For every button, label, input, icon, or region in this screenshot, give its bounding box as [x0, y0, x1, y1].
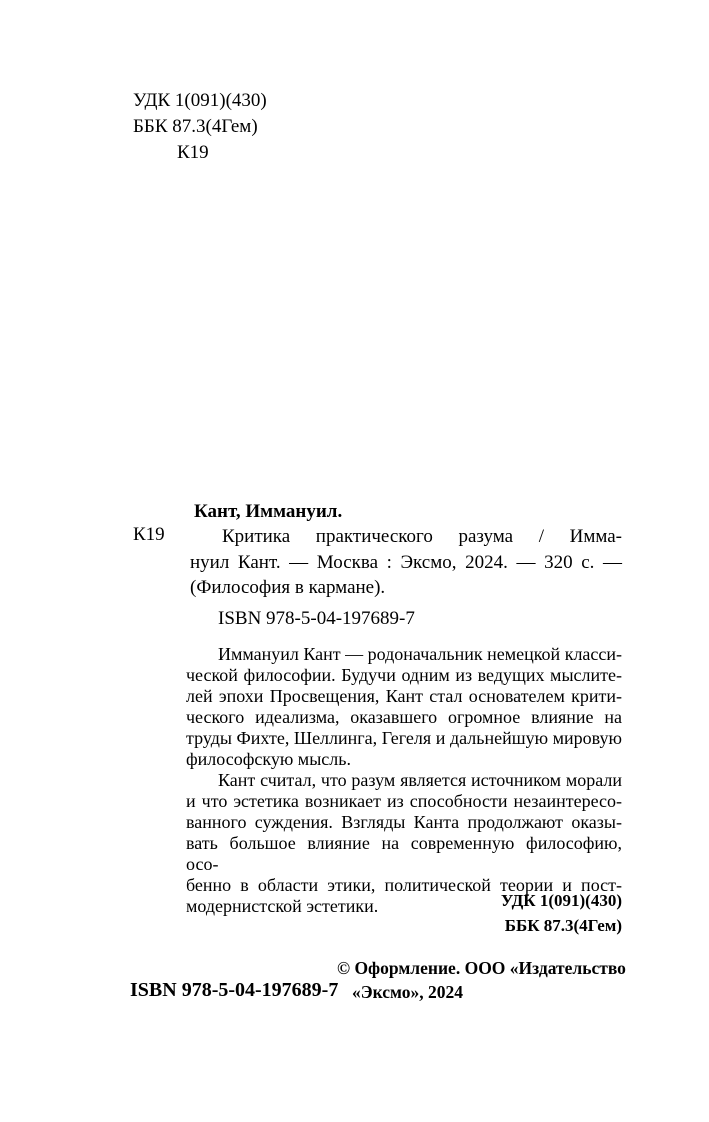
bibliographic-entry: [190, 499, 622, 600]
top-classification-block: [133, 88, 267, 166]
bib-line: (Философия в кармане).: [190, 576, 386, 598]
annotation-line: Иммануил Кант — родоначальник немецкой класси-: [218, 644, 623, 664]
annotation-line: бенно в области этики, политической теории и пост-: [186, 875, 622, 895]
annotation-line: ческого идеализма, оказавшего огромное влияние на: [186, 707, 622, 727]
udk-code-top: УДК 1(091)(430): [133, 90, 267, 111]
annotation-line: вать большое влияние на современную философию, осо-: [186, 833, 622, 874]
annotation-line: и что эстетика возникает из способности незаинтересо-: [186, 791, 622, 811]
copyright-line-2: «Эксмо», 2024: [352, 982, 463, 1002]
bib-line: нуил Кант. — Москва : Эксмо, 2024. — 320 с. —: [190, 551, 622, 573]
bbk-code-bottom: ББК 87.3(4Гем): [504, 916, 622, 935]
copyright-notice: [337, 956, 626, 1004]
copyright-line-1: © Оформление. ООО «Издательство: [337, 958, 626, 978]
annotation-line: модернистской эстетики.: [186, 896, 379, 916]
annotation-line: труды Фихте, Шеллинга, Гегеля и дальнейшую мировую: [186, 728, 622, 748]
bbk-code-top: ББК 87.3(4Гем): [133, 116, 258, 137]
author-sign-margin: К19: [133, 524, 165, 545]
annotation-line: лей эпохи Просвещения, Кант стал основателем крити-: [186, 686, 622, 706]
isbn-footer: ISBN 978-5-04-197689-7: [130, 979, 339, 1001]
annotation-block: [186, 644, 622, 917]
annotation-line: ванного суждения. Взгляды Канта продолжают оказы-: [186, 812, 622, 832]
udk-code-bottom: УДК 1(091)(430): [500, 891, 622, 910]
annotation-line: философскую мысль.: [186, 749, 351, 769]
annotation-line: ческой философии. Будучи одним из ведущих мыслите-: [186, 665, 622, 685]
author-heading: Кант, Иммануил.: [194, 501, 343, 522]
bib-line: Критика практического разума / Имма-: [222, 526, 622, 548]
author-sign-top: К19: [177, 142, 209, 163]
annotation-line: Кант считал, что разум является источником морали: [218, 770, 622, 790]
bottom-classification-block: [501, 888, 622, 938]
isbn-main: ISBN 978-5-04-197689-7: [218, 608, 415, 629]
